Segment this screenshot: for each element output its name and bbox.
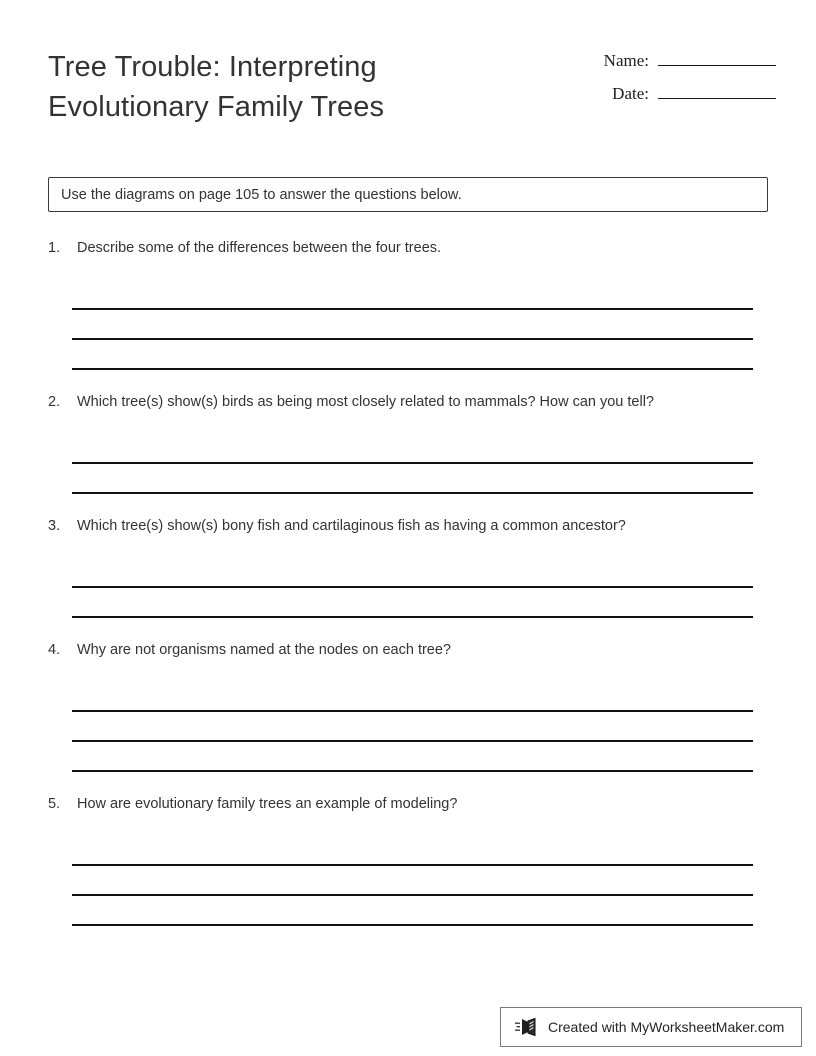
answer-line[interactable] bbox=[72, 712, 753, 742]
question-spacer bbox=[0, 370, 816, 394]
answer-line[interactable] bbox=[72, 896, 753, 926]
date-label: Date: bbox=[612, 84, 649, 103]
question-text: Why are not organisms named at the nodes on each tree? bbox=[77, 642, 451, 658]
question-spacer bbox=[0, 772, 816, 796]
date-field-row bbox=[586, 81, 776, 114]
question-text: How are evolutionary family trees an example of modeling? bbox=[77, 796, 458, 812]
answer-line[interactable] bbox=[72, 464, 753, 494]
answer-line[interactable] bbox=[72, 836, 753, 866]
instructions-text: Use the diagrams on page 105 to answer the questions below. bbox=[61, 186, 462, 203]
name-date-block bbox=[586, 48, 776, 114]
footer-attribution-text: Created with MyWorksheetMaker.com bbox=[548, 1019, 785, 1035]
question-number: 3. bbox=[48, 518, 61, 534]
instructions-box bbox=[48, 177, 768, 212]
worksheet-header bbox=[0, 0, 816, 150]
question-heading bbox=[0, 796, 816, 816]
answer-line[interactable] bbox=[72, 682, 753, 712]
answer-lines-group bbox=[0, 682, 816, 772]
answer-lines-group bbox=[0, 280, 816, 370]
question-heading bbox=[0, 642, 816, 662]
question-heading bbox=[0, 394, 816, 414]
page-title: Tree Trouble: Interpreting Evolutionary Family Trees bbox=[48, 51, 385, 123]
question-text: Which tree(s) show(s) birds as being most closely related to mammals? How can you tell? bbox=[77, 394, 654, 410]
question-number: 4. bbox=[48, 642, 61, 658]
footer-attribution-badge bbox=[500, 1007, 802, 1047]
question-block bbox=[0, 518, 816, 642]
question-heading bbox=[0, 240, 816, 260]
answer-line[interactable] bbox=[72, 558, 753, 588]
name-input-line[interactable] bbox=[658, 48, 776, 66]
answer-line[interactable] bbox=[72, 588, 753, 618]
question-block bbox=[0, 394, 816, 518]
name-field-row bbox=[586, 48, 776, 81]
answer-line[interactable] bbox=[72, 310, 753, 340]
questions-list bbox=[0, 240, 816, 926]
question-spacer bbox=[0, 494, 816, 518]
answer-lines-group bbox=[0, 836, 816, 926]
answer-line[interactable] bbox=[72, 866, 753, 896]
question-block bbox=[0, 796, 816, 926]
question-text: Which tree(s) show(s) bony fish and cartilaginous fish as having a common ancestor? bbox=[77, 518, 626, 534]
answer-line[interactable] bbox=[72, 340, 753, 370]
name-label: Name: bbox=[603, 51, 649, 70]
answer-lines-group bbox=[0, 434, 816, 494]
question-text: Describe some of the differences between the four trees. bbox=[77, 240, 442, 256]
answer-line[interactable] bbox=[72, 280, 753, 310]
question-heading bbox=[0, 518, 816, 538]
question-number: 2. bbox=[48, 394, 61, 410]
question-spacer bbox=[0, 618, 816, 642]
answer-lines-group bbox=[0, 558, 816, 618]
date-input-line[interactable] bbox=[658, 81, 776, 99]
question-number: 5. bbox=[48, 796, 61, 812]
answer-line[interactable] bbox=[72, 434, 753, 464]
question-block bbox=[0, 240, 816, 394]
question-block bbox=[0, 642, 816, 796]
question-number: 1. bbox=[48, 240, 61, 256]
worksheet-maker-logo-icon bbox=[515, 1016, 539, 1038]
answer-line[interactable] bbox=[72, 742, 753, 772]
